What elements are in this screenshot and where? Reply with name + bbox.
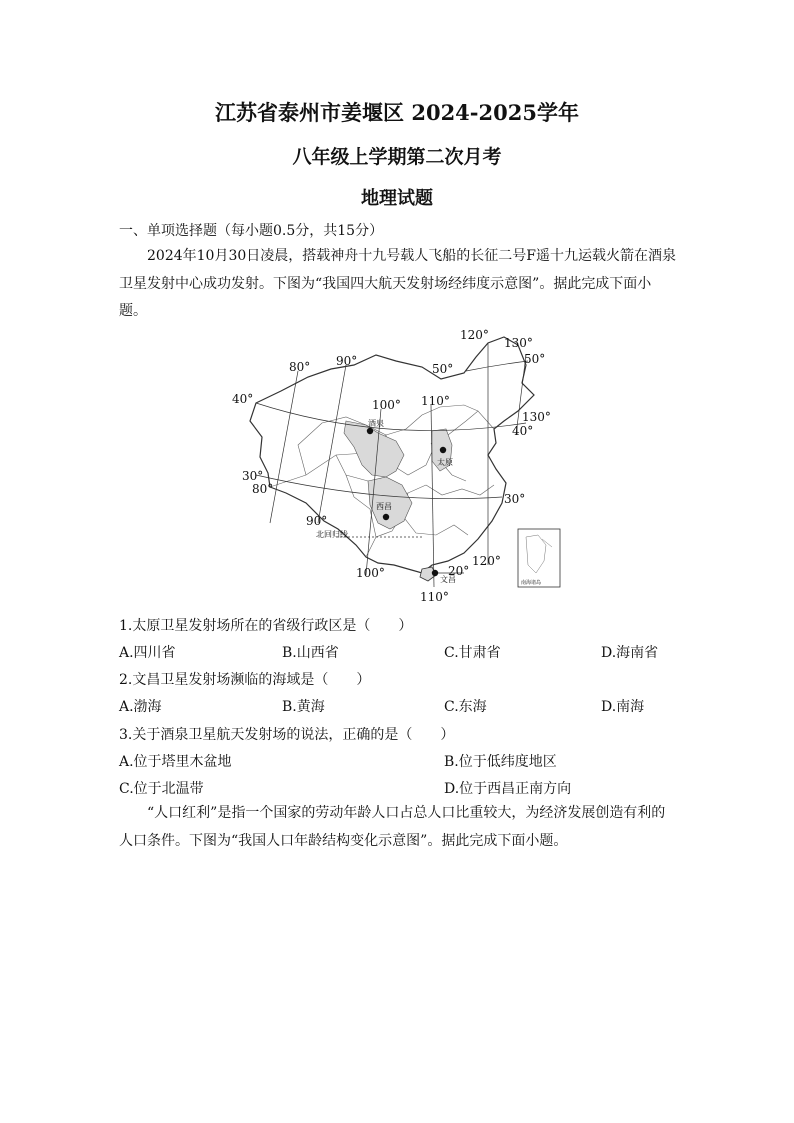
question-3-stem: 3.关于酒泉卫星航天发射场的说法，正确的是（ ） <box>119 727 455 743</box>
doc-subtitle: 八年级上学期第二次月考 <box>292 146 502 168</box>
site-label-wenchang: 文昌 <box>440 575 456 584</box>
question-2-stem: 2.文昌卫星发射场濒临的海域是（ ） <box>119 672 371 688</box>
intro-paragraph-2: “人口红利”是指一个国家的劳动年龄人口占总人口比重较大，为经济发展创造有利的人口条件。下图为“我国人口年龄结构变化示意图”。据此完成下面小题。 <box>119 805 666 849</box>
lon-label: 90° <box>336 354 358 368</box>
lon-label: 120° <box>472 554 501 568</box>
jiuquan-dot <box>367 428 373 434</box>
south-china-sea-inset <box>518 529 560 587</box>
question-1-option-a: A.四川省 <box>119 645 176 661</box>
lon-label: 110° <box>421 394 450 408</box>
doc-subject: 地理试题 <box>361 188 433 209</box>
question-1-stem: 1.太原卫星发射场所在的省级行政区是（ ） <box>119 618 413 634</box>
question-3-option-c: C.位于北温带 <box>119 781 204 797</box>
lat-label: 130° <box>522 410 551 424</box>
launch-sites-map <box>226 325 566 607</box>
question-1-option-c: C.甘肃省 <box>444 645 501 661</box>
lon-label: 90° <box>306 514 328 528</box>
lon-label: 120° <box>460 328 489 342</box>
inset-label: 南海诸岛 <box>521 580 542 586</box>
question-1-option-d: D.海南省 <box>601 645 659 661</box>
wenchang-dot <box>432 570 438 576</box>
lon-label: 80° <box>289 360 311 374</box>
question-2-option-b: B.黄海 <box>282 699 325 715</box>
lon-label: 80° <box>252 482 274 496</box>
question-3-option-a: A.位于塔里木盆地 <box>119 754 232 770</box>
question-2-option-a: A.渤海 <box>119 699 162 715</box>
lat-label: 40° <box>232 392 254 406</box>
lat-label: 30° <box>504 492 526 506</box>
site-label-taiyuan: 太原 <box>437 458 453 467</box>
section-heading: 一、单项选择题（每小题0.5分，共15分） <box>119 223 384 239</box>
taiyuan-dot <box>440 447 446 453</box>
lon-label: 100° <box>372 398 401 412</box>
lat-label: 50° <box>432 362 454 376</box>
site-label-xichang: 西昌 <box>376 502 392 511</box>
question-2-option-c: C.东海 <box>444 699 487 715</box>
lon-label: 130° <box>504 336 533 350</box>
doc-title: 江苏省泰州市姜堰区 2024-2025学年 <box>215 100 579 125</box>
lon-label: 100° <box>356 566 385 580</box>
lon-label: 110° <box>420 590 449 604</box>
lat-label: 30° <box>242 469 264 483</box>
tropic-label: 北回归线 <box>316 530 348 539</box>
lat-label: 40° <box>512 424 534 438</box>
question-3-option-b: B.位于低纬度地区 <box>444 754 557 770</box>
question-3-option-d: D.位于西昌正南方向 <box>444 781 572 797</box>
lat-label: 50° <box>524 352 546 366</box>
intro-paragraph-1: 2024年10月30日凌晨，搭载神舟十九号载人飞船的长征二号F遥十九运载火箭在酒泉卫星发射中心成功发射。下图为“我国四大航天发射场经纬度示意图”。据此完成下面小题。 <box>119 248 676 319</box>
lat-label: 20° <box>448 564 470 578</box>
xichang-dot <box>383 514 389 520</box>
question-2-option-d: D.南海 <box>601 699 645 715</box>
site-label-jiuquan: 酒泉 <box>368 419 384 428</box>
question-1-option-b: B.山西省 <box>282 645 339 661</box>
